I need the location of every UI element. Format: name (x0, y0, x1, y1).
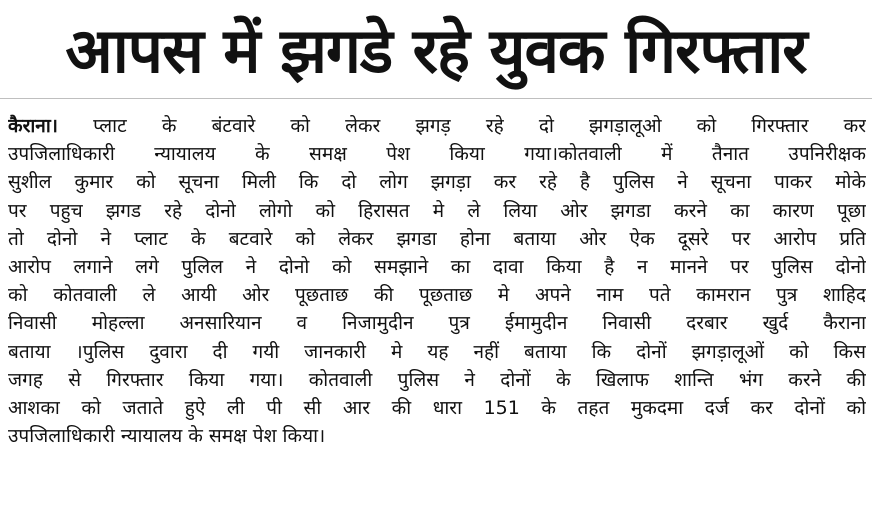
article-line-9: बताया ।पुलिस दुवारा दी गयी जानकारी मे यह नहीं बताया कि दोनों झगड़ालूओं को किस (8, 340, 866, 363)
article-line-2: उपजिलाधिकारी न्यायालय के समक्ष पेश किया गया।कोतवाली में तैनात उपनिरीक्षक (8, 143, 866, 166)
article-line-1-text: प्लाट के बंटवारे को लेकर झगड़ रहे दो झगड़ालूओ को गिरफ्तार कर (57, 115, 866, 137)
article-line-12: उपजिलाधिकारी न्यायालय के समक्ष पेश किया। (8, 425, 326, 448)
divider (0, 98, 872, 99)
article-line-1 (8, 112, 866, 140)
article-line-8: निवासी मोहल्ला अनसारियान व निजामुदीन पुत्र ईमामुदीन निवासी दरबार खुर्द कैराना (8, 312, 866, 335)
article-line-5: तो दोनो ने प्लाट के बटवारे को लेकर झगडा होना बताया ओर ऐक दूसरे पर आरोप प्रति (8, 227, 866, 250)
article-line-3: सुशील कुमार को सूचना मिली कि दो लोग झगड़ा कर रहे है पुलिस ने सूचना पाकर मोके (8, 171, 866, 194)
article-line-10: जगह से गिरफ्तार किया गया। कोतवाली पुलिस ने दोनों के खिलाफ शान्ति भंग करने की (8, 368, 866, 391)
article-line-11: आशका को जताते हुऐ ली पी सी आर की धारा 151 के तहत मुकदमा दर्ज कर दोनों को (8, 396, 866, 419)
dateline: कैराना। (8, 115, 58, 137)
headline: आपस में झगडे रहे युवक गिरफ्तार (65, 14, 807, 87)
article-line-6: आरोप लगाने लगे पुलिल ने दोनो को समझाने का दावा किया है न मानने पर पुलिस दोनो (8, 255, 866, 278)
article-body (8, 112, 866, 450)
article-line-4: पर पहुच झगड रहे दोनो लोगो को हिरासत मे ले लिया ओर झगडा करने का कारण पूछा (8, 199, 866, 222)
article-line-7: को कोतवाली ले आयी ओर पूछताछ की पूछताछ मे अपने नाम पते कामरान पुत्र शाहिद (8, 284, 866, 307)
